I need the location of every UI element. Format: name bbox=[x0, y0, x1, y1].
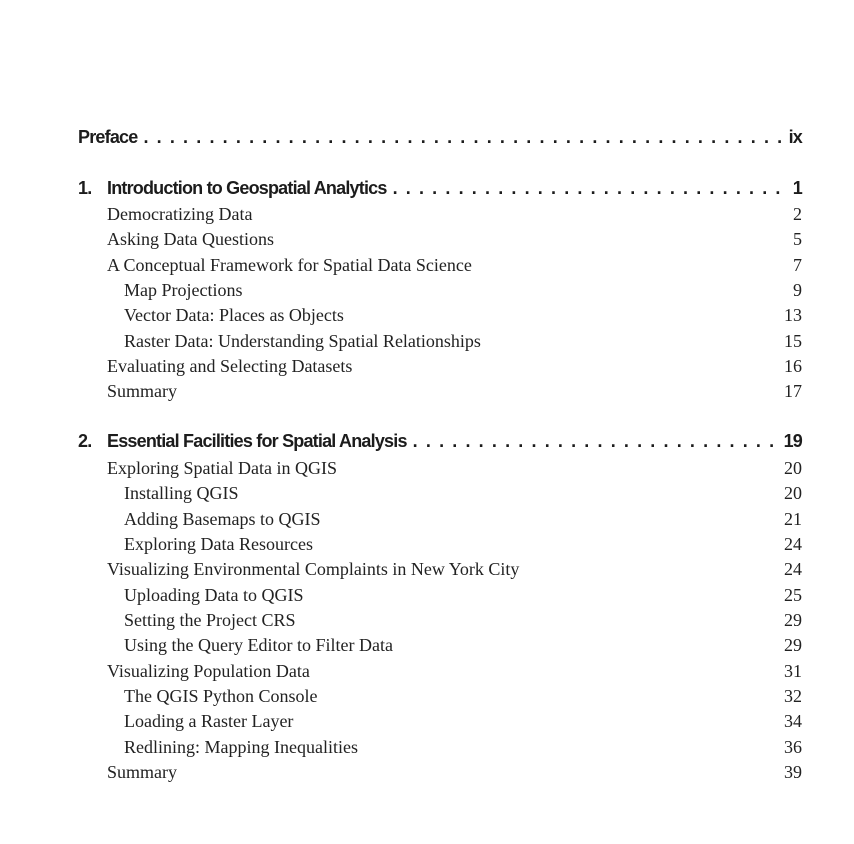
toc-subentry bbox=[124, 305, 802, 326]
toc-entry-page: 7 bbox=[793, 255, 802, 275]
toc-entry-page: 24 bbox=[784, 534, 802, 554]
toc-entry-title: Democratizing Data bbox=[107, 204, 253, 224]
toc-entry-title: Visualizing Environmental Complaints in New York City bbox=[107, 559, 520, 579]
toc-entry-title: Vector Data: Places as Objects bbox=[124, 305, 344, 325]
dot-leader bbox=[393, 178, 787, 199]
dot-leader bbox=[143, 127, 782, 148]
toc-subentry bbox=[124, 331, 802, 352]
toc-subentry bbox=[124, 585, 802, 606]
toc-entry-page: 16 bbox=[784, 356, 802, 376]
toc-entry-title: Exploring Data Resources bbox=[124, 534, 313, 554]
toc-subentry bbox=[124, 610, 802, 631]
toc-subentry bbox=[124, 534, 802, 555]
toc-entry-title: Setting the Project CRS bbox=[124, 610, 296, 630]
toc-subentry bbox=[124, 711, 802, 732]
toc-entry bbox=[107, 204, 802, 225]
toc-entry-page: 20 bbox=[784, 458, 802, 478]
toc-entry bbox=[107, 356, 802, 377]
toc-entry-page: 17 bbox=[784, 381, 802, 401]
toc-entry bbox=[107, 255, 802, 276]
chapter-number: 1. bbox=[78, 178, 92, 198]
toc-entry-page: 15 bbox=[784, 331, 802, 351]
toc-entry-title: Summary bbox=[107, 381, 177, 401]
toc-entry-title: Summary bbox=[107, 762, 177, 782]
toc-entry-page: 32 bbox=[784, 686, 802, 706]
toc-entry-title: A Conceptual Framework for Spatial Data Science bbox=[107, 255, 472, 275]
toc-entry-title: Exploring Spatial Data in QGIS bbox=[107, 458, 337, 478]
toc-subentry bbox=[124, 509, 802, 530]
dot-leader bbox=[413, 431, 778, 452]
preface-title: Preface bbox=[78, 127, 138, 147]
toc-entry-title: Installing QGIS bbox=[124, 483, 239, 503]
toc-chapter-2 bbox=[78, 431, 802, 452]
toc-entry-title: Using the Query Editor to Filter Data bbox=[124, 635, 393, 655]
toc-entry-page: 36 bbox=[784, 737, 802, 757]
toc-entry bbox=[107, 559, 802, 580]
chapter-title: Essential Facilities for Spatial Analysis bbox=[107, 431, 407, 451]
toc-entry-page: 13 bbox=[784, 305, 802, 325]
toc-entry-title: Redlining: Mapping Inequalities bbox=[124, 737, 358, 757]
toc-subentry bbox=[124, 483, 802, 504]
toc-entry-page: 2 bbox=[793, 204, 802, 224]
toc-subentry bbox=[124, 280, 802, 301]
toc-entry-title: Adding Basemaps to QGIS bbox=[124, 509, 321, 529]
toc-entry-page: 9 bbox=[793, 280, 802, 300]
toc-entry-page: 21 bbox=[784, 509, 802, 529]
toc-entry-title: Evaluating and Selecting Datasets bbox=[107, 356, 353, 376]
toc-entry-title: Map Projections bbox=[124, 280, 243, 300]
toc-entry-page: 34 bbox=[784, 711, 802, 731]
toc-entry-page: 39 bbox=[784, 762, 802, 782]
toc-entry-page: 20 bbox=[784, 483, 802, 503]
toc-entry-page: 5 bbox=[793, 229, 802, 249]
toc-entry-page: 25 bbox=[784, 585, 802, 605]
toc-entry-title: Asking Data Questions bbox=[107, 229, 274, 249]
chapter-page: 1 bbox=[792, 178, 802, 198]
toc-entry bbox=[107, 229, 802, 250]
toc-entry-title: Raster Data: Understanding Spatial Relationships bbox=[124, 331, 481, 351]
chapter-number: 2. bbox=[78, 431, 92, 451]
toc-subentry bbox=[124, 686, 802, 707]
toc-entry-page: 29 bbox=[784, 635, 802, 655]
toc-entry bbox=[107, 381, 802, 402]
toc-entry-title: Loading a Raster Layer bbox=[124, 711, 294, 731]
toc-subentry bbox=[124, 737, 802, 758]
toc-entry-title: The QGIS Python Console bbox=[124, 686, 318, 706]
toc-chapter-1 bbox=[78, 178, 802, 199]
chapter-title: Introduction to Geospatial Analytics bbox=[107, 178, 387, 198]
chapter-page: 19 bbox=[783, 431, 802, 451]
toc-entry-title: Uploading Data to QGIS bbox=[124, 585, 304, 605]
toc-entry bbox=[107, 661, 802, 682]
toc-entry-title: Visualizing Population Data bbox=[107, 661, 310, 681]
toc-preface bbox=[78, 127, 802, 148]
preface-page: ix bbox=[788, 127, 802, 147]
toc-entry bbox=[107, 762, 802, 783]
toc-entry-page: 29 bbox=[784, 610, 802, 630]
toc-subentry bbox=[124, 635, 802, 656]
toc-entry bbox=[107, 458, 802, 479]
toc-entry-page: 31 bbox=[784, 661, 802, 681]
toc-entry-page: 24 bbox=[784, 559, 802, 579]
